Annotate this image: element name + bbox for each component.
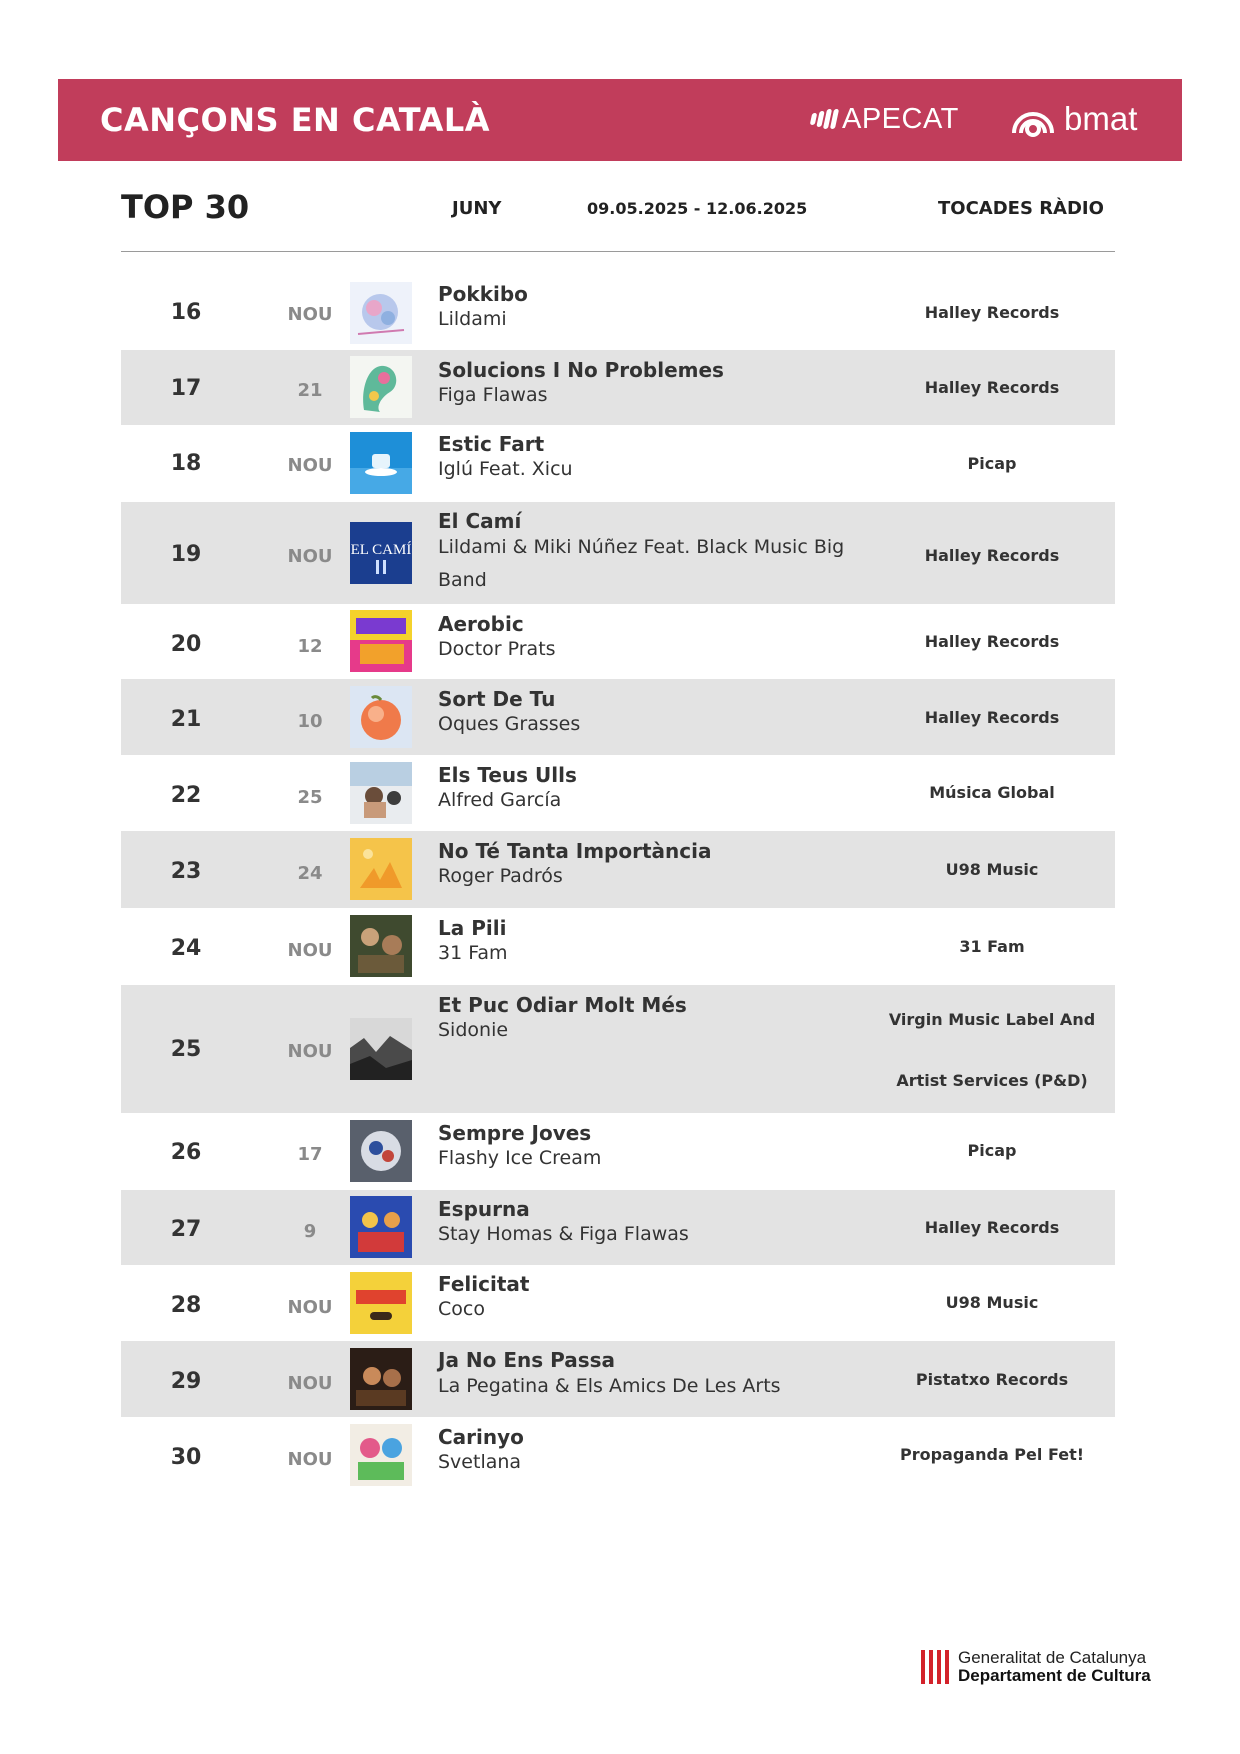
album-cover-image <box>350 610 412 672</box>
song-artist: Coco <box>438 1298 485 1320</box>
row-previous: NOU <box>287 546 333 567</box>
record-label: Halley Records <box>924 1218 1060 1237</box>
song-title: Pokkibo <box>438 282 528 306</box>
song-title: Espurna <box>438 1197 530 1221</box>
album-cover-image <box>350 432 412 494</box>
song-title: Solucions I No Problemes <box>438 358 724 382</box>
chart-row <box>121 604 1115 679</box>
song-title: Estic Fart <box>438 432 545 456</box>
row-position: 22 <box>170 783 202 808</box>
song-artist: Doctor Prats <box>438 638 556 660</box>
row-previous: 21 <box>297 380 323 401</box>
song-artist: Lildami & Miki Núñez Feat. Black Music Big Band <box>438 536 845 591</box>
row-previous: 25 <box>297 787 323 808</box>
row-position: 20 <box>170 632 202 657</box>
row-previous: 24 <box>297 863 323 884</box>
record-label: U98 Music <box>945 1293 1039 1312</box>
row-position: 24 <box>170 936 202 961</box>
song-artist: Alfred García <box>438 789 562 811</box>
apecat-logo <box>811 103 959 135</box>
album-cover-image <box>350 282 412 344</box>
song-artist: Flashy Ice Cream <box>438 1147 602 1169</box>
chart-name: TOP 30 <box>121 188 250 226</box>
record-label: Halley Records <box>924 632 1060 651</box>
catalan-flag-icon <box>921 1650 949 1684</box>
row-position: 18 <box>170 451 202 476</box>
chart-row <box>121 679 1115 755</box>
footer-line-1: Generalitat de Catalunya <box>958 1648 1147 1667</box>
apecat-mark-icon <box>811 109 839 129</box>
row-previous: 17 <box>297 1144 323 1165</box>
bmat-logo <box>1010 96 1137 142</box>
album-cover-image <box>350 356 412 418</box>
song-artist: Iglú Feat. Xicu <box>438 458 573 480</box>
chart-row <box>121 276 1115 350</box>
header-divider <box>121 251 1115 252</box>
chart-row <box>121 502 1115 604</box>
chart-row <box>121 1265 1115 1341</box>
row-previous: NOU <box>287 940 333 961</box>
footer-logo <box>921 1649 1151 1685</box>
row-previous: NOU <box>287 1449 333 1470</box>
album-cover-image <box>350 1018 412 1080</box>
record-label: Picap <box>967 454 1017 473</box>
chart-row <box>121 1190 1115 1265</box>
row-previous: NOU <box>287 1297 333 1318</box>
chart-row <box>121 1113 1115 1190</box>
chart-row <box>121 1341 1115 1417</box>
song-artist: Roger Padrós <box>438 865 563 887</box>
song-artist: La Pegatina & Els Amics De Les Arts <box>438 1375 781 1397</box>
chart-row <box>121 350 1115 425</box>
chart-period: 09.05.2025 - 12.06.2025 <box>587 199 808 218</box>
row-previous: NOU <box>287 304 333 325</box>
row-previous: NOU <box>287 1373 333 1394</box>
song-title: No Té Tanta Importància <box>438 839 712 863</box>
album-cover-image <box>350 915 412 977</box>
song-title: Aerobic <box>438 612 524 636</box>
record-label: Virgin Music Label And Artist Services (P&D) <box>888 1010 1096 1090</box>
song-artist: 31 Fam <box>438 942 508 964</box>
row-previous: 10 <box>297 711 323 732</box>
song-title: Felicitat <box>438 1272 530 1296</box>
song-title: Sempre Joves <box>438 1121 592 1145</box>
row-previous: NOU <box>287 455 333 476</box>
album-cover-image <box>350 1424 412 1486</box>
song-artist: Oques Grasses <box>438 713 581 735</box>
record-label: Pistatxo Records <box>915 1370 1069 1389</box>
song-artist: Svetlana <box>438 1451 522 1473</box>
row-position: 30 <box>170 1445 202 1470</box>
album-cover-image <box>350 522 412 584</box>
row-position: 28 <box>170 1293 202 1318</box>
song-title: Et Puc Odiar Molt Més <box>438 993 687 1017</box>
album-cover-image <box>350 762 412 824</box>
row-position: 21 <box>170 707 202 732</box>
song-title: El Camí <box>438 509 522 533</box>
row-position: 17 <box>170 376 202 401</box>
row-previous: NOU <box>287 1041 333 1062</box>
chart-row <box>121 985 1115 1113</box>
song-artist: Lildami <box>438 308 507 330</box>
song-artist: Sidonie <box>438 1019 509 1041</box>
svg-text:EL CAMÍ: EL CAMÍ <box>350 542 412 558</box>
album-cover-image <box>350 1120 412 1182</box>
song-title: Els Teus Ulls <box>438 763 577 787</box>
chart-metric: TOCADES RÀDIO <box>938 198 1104 219</box>
album-cover-image <box>350 686 412 748</box>
bmat-logo-text: bmat <box>1064 100 1138 137</box>
row-position: 29 <box>170 1369 202 1394</box>
chart-row <box>121 831 1115 908</box>
bmat-mark-icon <box>1010 99 1056 139</box>
song-title: Ja No Ens Passa <box>438 1348 616 1372</box>
chart-month: JUNY <box>452 198 502 219</box>
song-artist: Figa Flawas <box>438 384 548 406</box>
chart-row <box>121 425 1115 502</box>
record-label: U98 Music <box>945 860 1039 879</box>
header-banner <box>58 79 1182 161</box>
row-position: 25 <box>170 1037 202 1062</box>
chart-row <box>121 1417 1115 1494</box>
song-artist: Stay Homas & Figa Flawas <box>438 1223 689 1245</box>
record-label: Propaganda Pel Fet! <box>899 1445 1085 1464</box>
footer-line-2: Departament de Cultura <box>958 1666 1151 1685</box>
album-cover-image <box>350 1196 412 1258</box>
record-label: Picap <box>967 1141 1017 1160</box>
album-cover-image <box>350 1272 412 1334</box>
chart-row <box>121 908 1115 985</box>
record-label: Halley Records <box>924 378 1060 397</box>
song-title: Carinyo <box>438 1425 524 1449</box>
chart-row <box>121 755 1115 831</box>
row-position: 26 <box>170 1140 202 1165</box>
row-position: 27 <box>170 1217 202 1242</box>
row-previous: 9 <box>303 1221 317 1242</box>
song-title: La Pili <box>438 916 507 940</box>
album-cover-image <box>350 838 412 900</box>
row-previous: 12 <box>297 636 323 657</box>
record-label: Halley Records <box>924 546 1060 565</box>
record-label: Halley Records <box>924 708 1060 727</box>
record-label: Música Global <box>929 783 1055 802</box>
album-cover-image <box>350 1348 412 1410</box>
apecat-logo-text: APECAT <box>842 102 959 135</box>
row-position: 23 <box>170 859 202 884</box>
song-title: Sort De Tu <box>438 687 556 711</box>
row-position: 19 <box>170 542 202 567</box>
record-label: Halley Records <box>924 303 1060 322</box>
row-position: 16 <box>170 300 202 325</box>
record-label: 31 Fam <box>959 937 1025 956</box>
page-title: CANÇONS EN CATALÀ <box>100 101 490 139</box>
